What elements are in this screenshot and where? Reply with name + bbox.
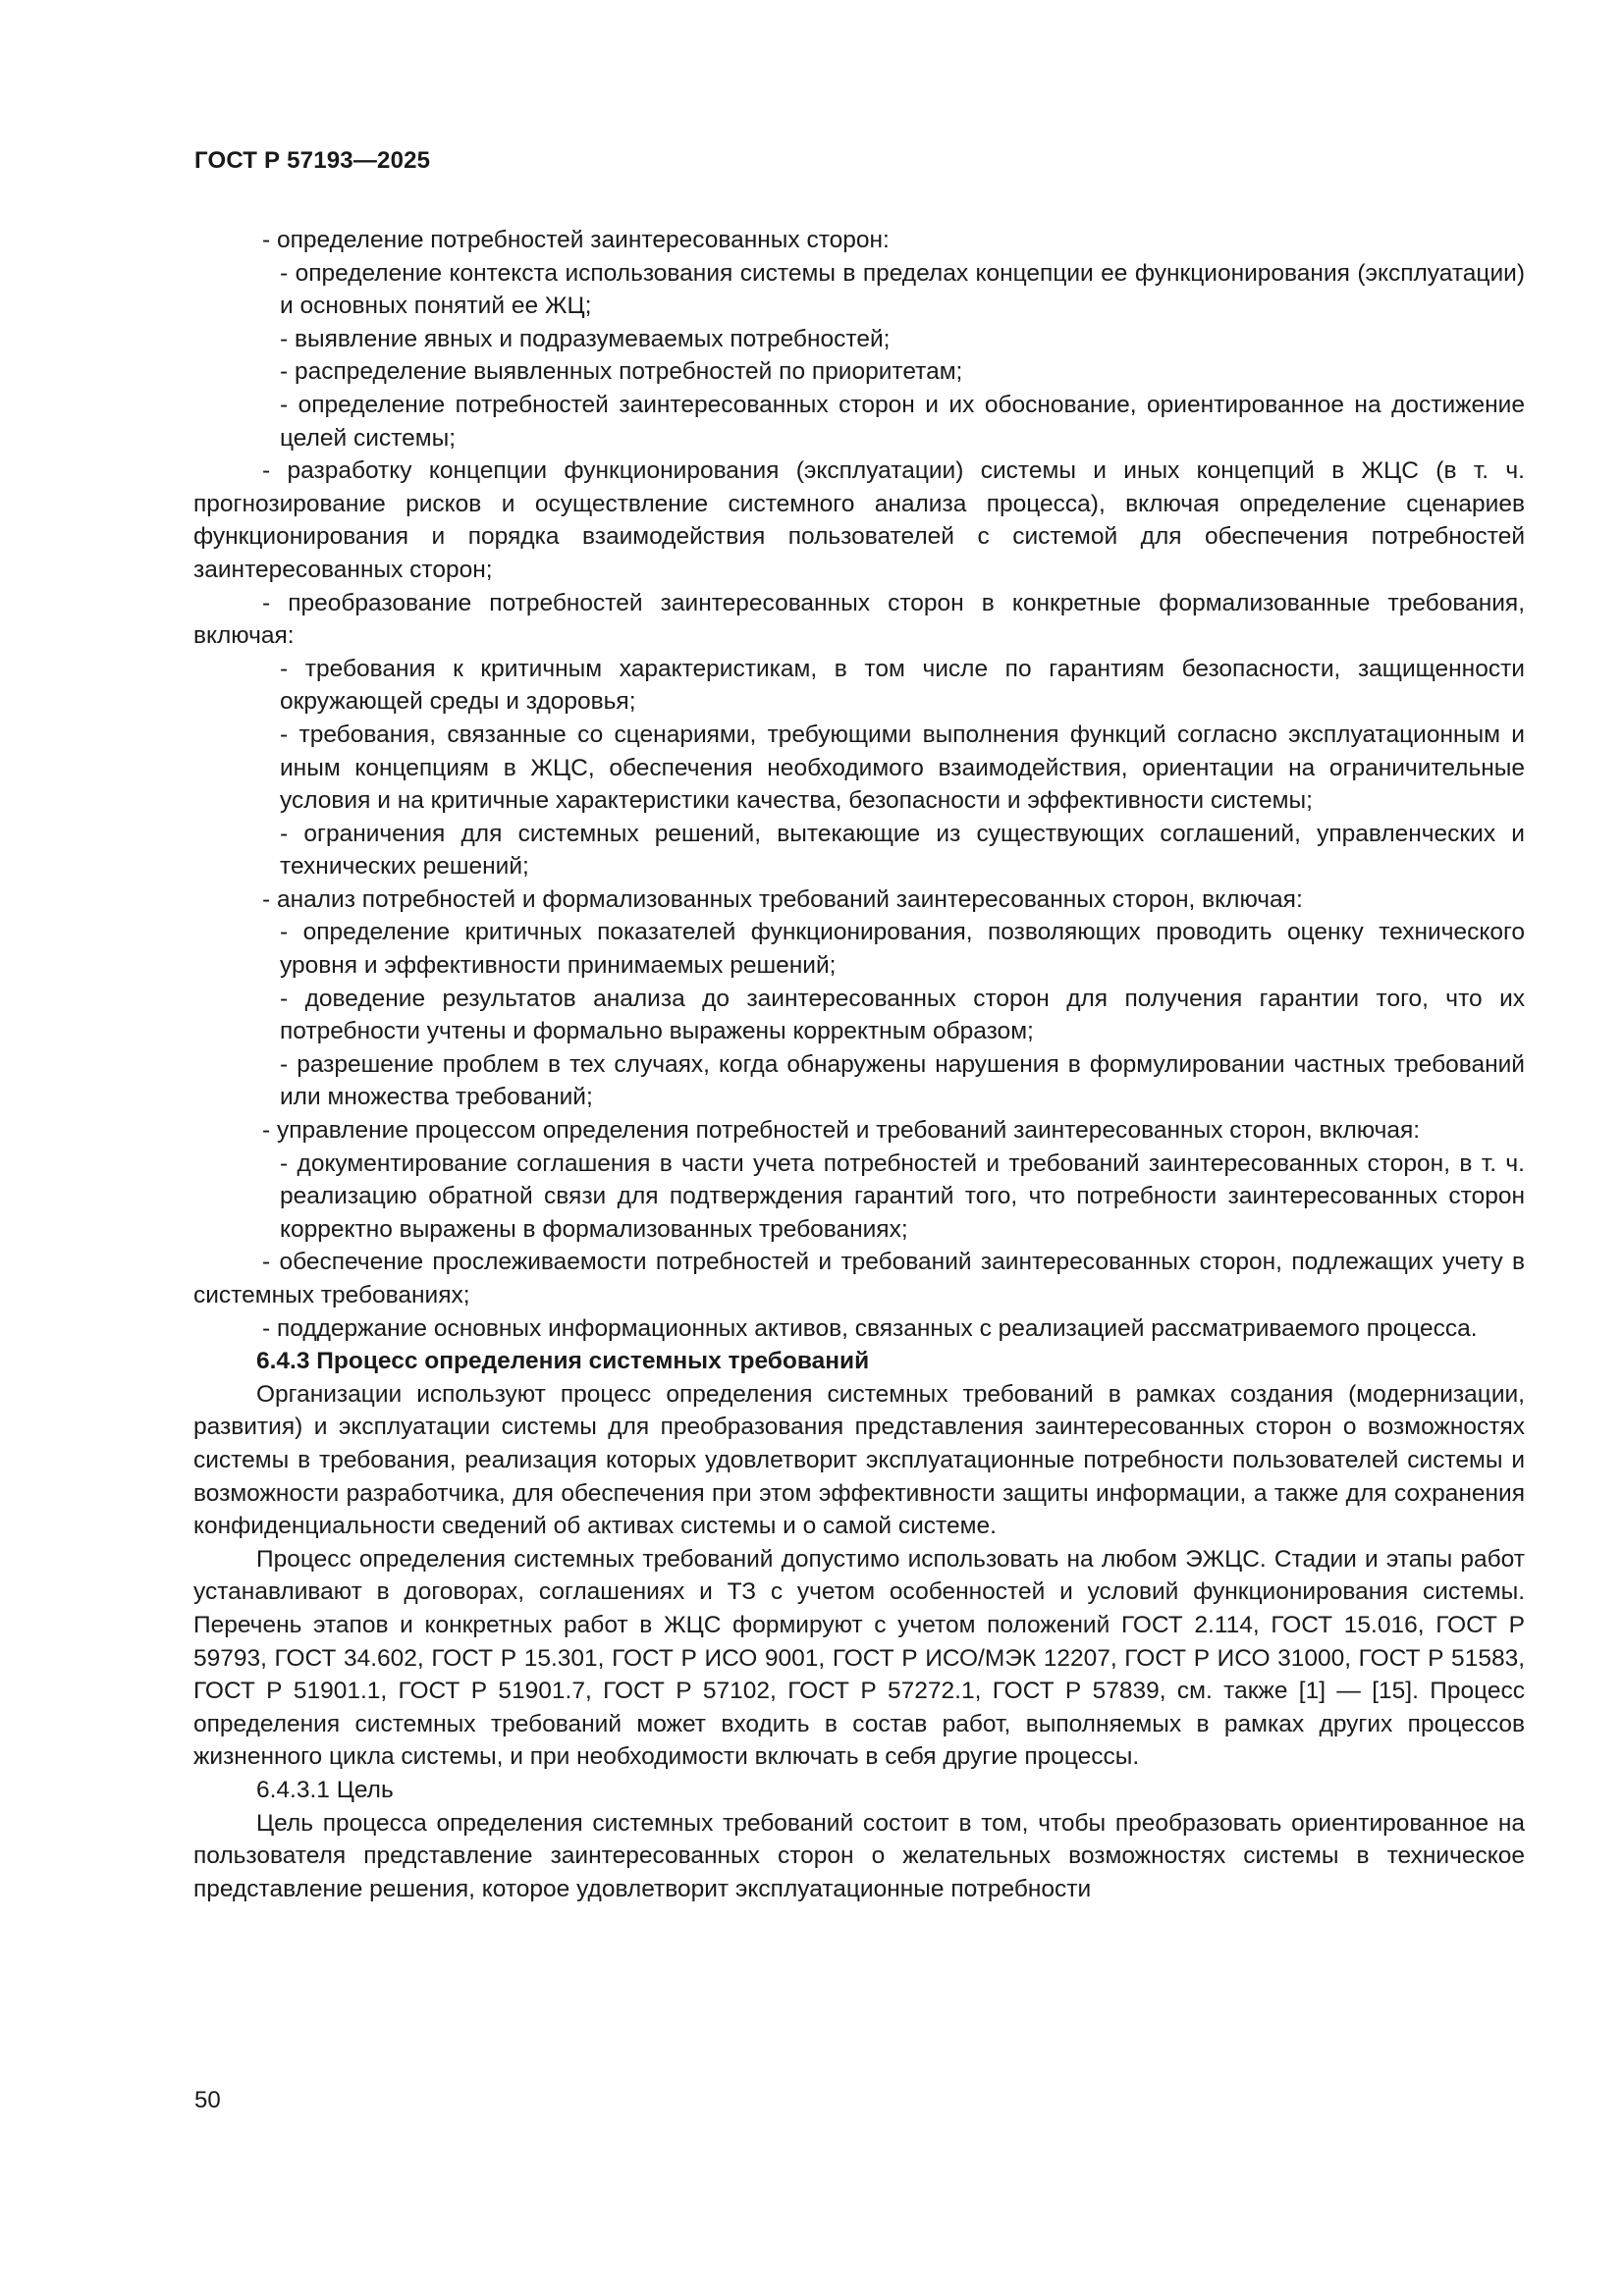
list-item: - разработку концепции функционирования (эксплуатации) системы и иных концепций в ЖЦС (в т. ч. прогнозирование рисков и осуществление системного анализа процесса), включая определение сценариев функционирования и порядка взаимодействия пользователей с системой для обеспечения потребностей заинтересованных сторон; bbox=[193, 457, 1525, 583]
document-code-header: ГОСТ Р 57193—2025 bbox=[194, 147, 431, 174]
list-item: - разрешение проблем в тех случаях, когда обнаружены нарушения в формулировании частных требований или множества требований; bbox=[280, 1050, 1525, 1111]
body-paragraph: Цель процесса определения системных требований состоит в том, чтобы преобразовать ориентированное на пользователя представление заинтересованных сторон о желательных возможностях системы в техническое представление решения, которое удовлетворит эксплуатационные потребности bbox=[193, 1809, 1525, 1902]
body-paragraph: Процесс определения системных требований допустимо использовать на любом ЭЖЦС. Стадии и этапы работ устанавливают в договорах, соглашениях и ТЗ с учетом особенностей и условий функционирования системы. Перечень этапов и конкретных работ в ЖЦС формируют с учетом положений ГОСТ 2.114, ГОСТ 15.016, ГОСТ Р 59793, ГОСТ 34.602, ГОСТ Р 15.301, ГОСТ Р ИСО 9001, ГОСТ Р ИСО/МЭК 12207, ГОСТ Р ИСО 31000, ГОСТ Р 51583, ГОСТ Р 51901.1, ГОСТ Р 51901.7, ГОСТ Р 57102, ГОСТ Р 57272.1, ГОСТ Р 57839, см. также [1] — [15]. Процесс определения системных требований может входить в состав работ, выполняемых в рамках других процессов жизненного цикла системы, и при необходимости включать в себя другие процессы. bbox=[193, 1545, 1525, 1771]
list-item: - требования к критичным характеристикам, в том числе по гарантиям безопасности, защищенности окружающей среды и здоровья; bbox=[280, 655, 1525, 716]
body-paragraph: Организации используют процесс определения системных требований в рамках создания (модернизации, развития) и эксплуатации системы для преобразования представления заинтересованных сторон о возможностях системы в требования, реализация которых удовлетворит эксплуатационные потребности пользователей системы и возможности разработчика, для обеспечения при этом эффективности защиты информации, а также для сохранения конфиденциальности сведений об активах системы и о самой системе. bbox=[193, 1380, 1525, 1540]
list-item: - обеспечение прослеживаемости потребностей и требований заинтересованных сторон, подлежащих учету в системных требованиях; bbox=[193, 1249, 1525, 1308]
list-item: - требования, связанные со сценариями, требующими выполнения функций согласно эксплуатационным и иным концепциям в ЖЦС, обеспечения необходимого взаимодействия, ориентации на ограничительные условия и на критичные характеристики качества, безопасности и эффективности системы; bbox=[280, 721, 1525, 815]
list-item: - определение контекста использования системы в пределах концепции ее функционирования (эксплуатации) и основных понятий ее ЖЦ; bbox=[280, 259, 1525, 320]
page-body bbox=[193, 224, 1525, 1905]
section-heading: 6.4.3 Процесс определения системных требований bbox=[256, 1348, 870, 1375]
list-item: - доведение результатов анализа до заинтересованных сторон для получения гарантии того, что их потребности учтены и формально выражены корректным образом; bbox=[280, 985, 1525, 1045]
list-item: - определение критичных показателей функционирования, позволяющих проводить оценку технического уровня и эффективности принимаемых решений; bbox=[280, 919, 1525, 980]
list-item: - определение потребностей заинтересованных сторон: bbox=[262, 227, 890, 253]
list-item: - ограничения для системных решений, вытекающие из существующих соглашений, управленческих и технических решений; bbox=[280, 820, 1525, 881]
list-item: - выявление явных и подразумеваемых потребностей; bbox=[280, 325, 891, 352]
page-number: 50 bbox=[194, 2087, 221, 2113]
list-item: - анализ потребностей и формализованных требований заинтересованных сторон, включая: bbox=[262, 885, 1303, 913]
list-item: - документирование соглашения в части учета потребностей и требований заинтересованных сторон, в т. ч. реализацию обратной связи для подтверждения гарантий того, что потребности заинтересованных сторон корректно выражены в формализованных требованиях; bbox=[280, 1149, 1525, 1243]
list-item: - определение потребностей заинтересованных сторон и их обоснование, ориентированное на достижение целей системы; bbox=[280, 391, 1525, 452]
list-item: - распределение выявленных потребностей по приоритетам; bbox=[280, 358, 963, 386]
list-item: - преобразование потребностей заинтересованных сторон в конкретные формализованные требования, включая: bbox=[193, 589, 1525, 650]
list-item: - поддержание основных информационных активов, связанных с реализацией рассматриваемого процесса. bbox=[262, 1314, 1478, 1342]
subsection-heading: 6.4.3.1 Цель bbox=[256, 1776, 394, 1803]
list-item: - управление процессом определения потребностей и требований заинтересованных сторон, включая: bbox=[262, 1117, 1421, 1145]
